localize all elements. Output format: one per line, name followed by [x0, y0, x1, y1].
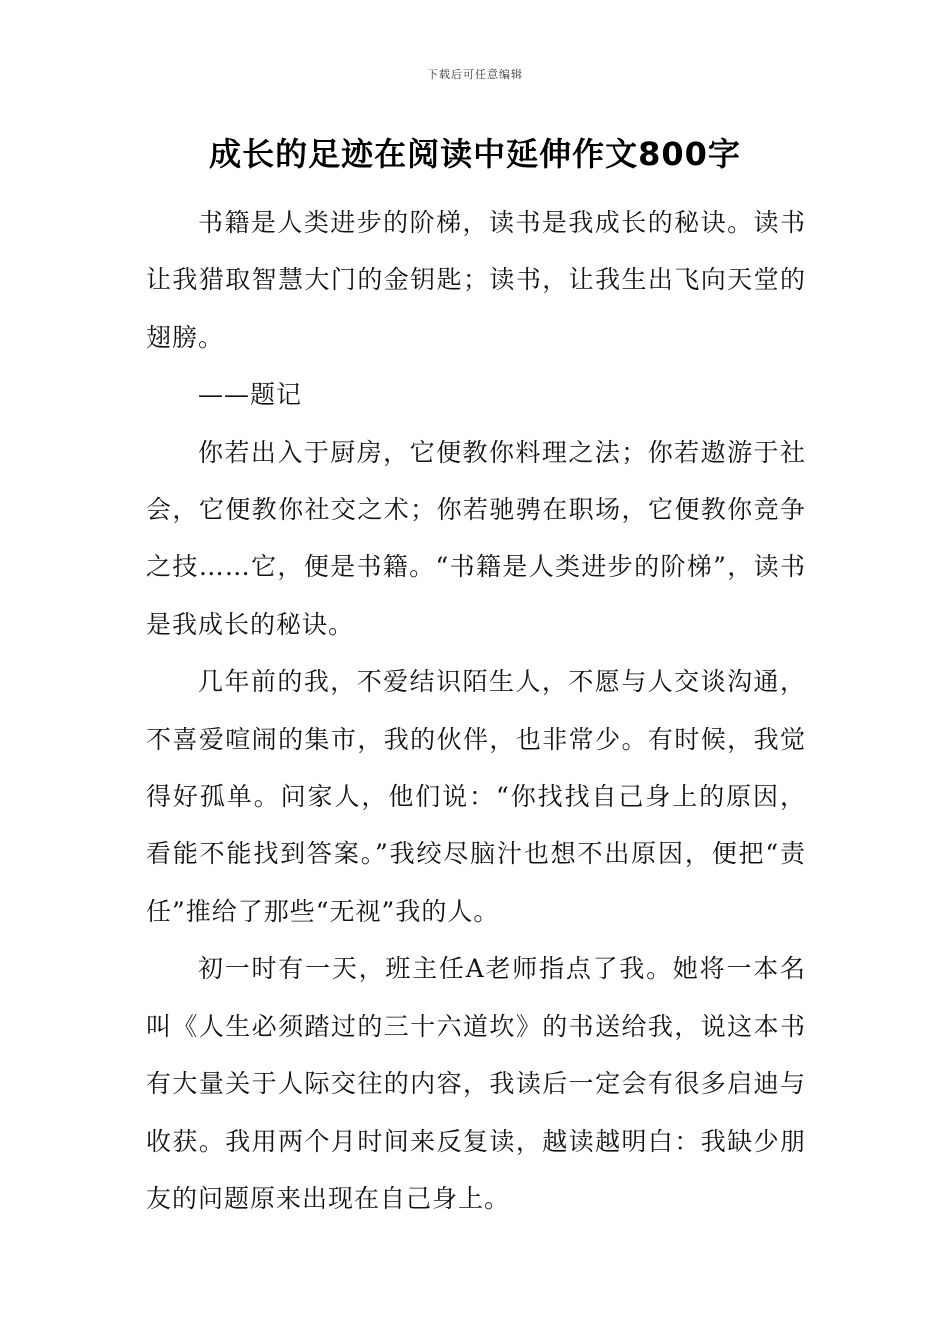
document-title: 成长的足迹在阅读中延伸作文800字 [209, 135, 741, 173]
paragraph: 几年前的我，不爱结识陌生人，不愿与人交谈沟通，不喜爱喧闹的集市，我的伙伴，也非常少。有时候，我觉得好孤单。问家人，他们说：“你找找自己身上的原因，看能不能找到答案。”我绞尽脑汁也想不出原因，便把“责任”推给了那些“无视”我的人。 [146, 667, 806, 926]
document-body [146, 194, 806, 1227]
header-note: 下载后可任意编辑 [427, 68, 523, 81]
paragraph: 初一时有一天，班主任A老师指点了我。她将一本名叫《人生必须踏过的三十六道坎》的书送给我，说这本书有大量关于人际交往的内容，我读后一定会有很多启迪与收获。我用两个月时间来反复读，越读越明白：我缺少朋友的问题原来出现在自己身上。 [146, 954, 806, 1213]
paragraph-epigraph-attribution: ——题记 [198, 380, 303, 410]
paragraph-intro: 书籍是人类进步的阶梯，读书是我成长的秘诀。读书让我猎取智慧大门的金钥匙；读书，让我生出飞向天堂的翅膀。 [146, 208, 806, 352]
paragraph: 你若出入于厨房，它便教你料理之法；你若遨游于社会，它便教你社交之术；你若驰骋在职场，它便教你竞争之技……它，便是书籍。“书籍是人类进步的阶梯”，读书是我成长的秘诀。 [146, 437, 806, 639]
